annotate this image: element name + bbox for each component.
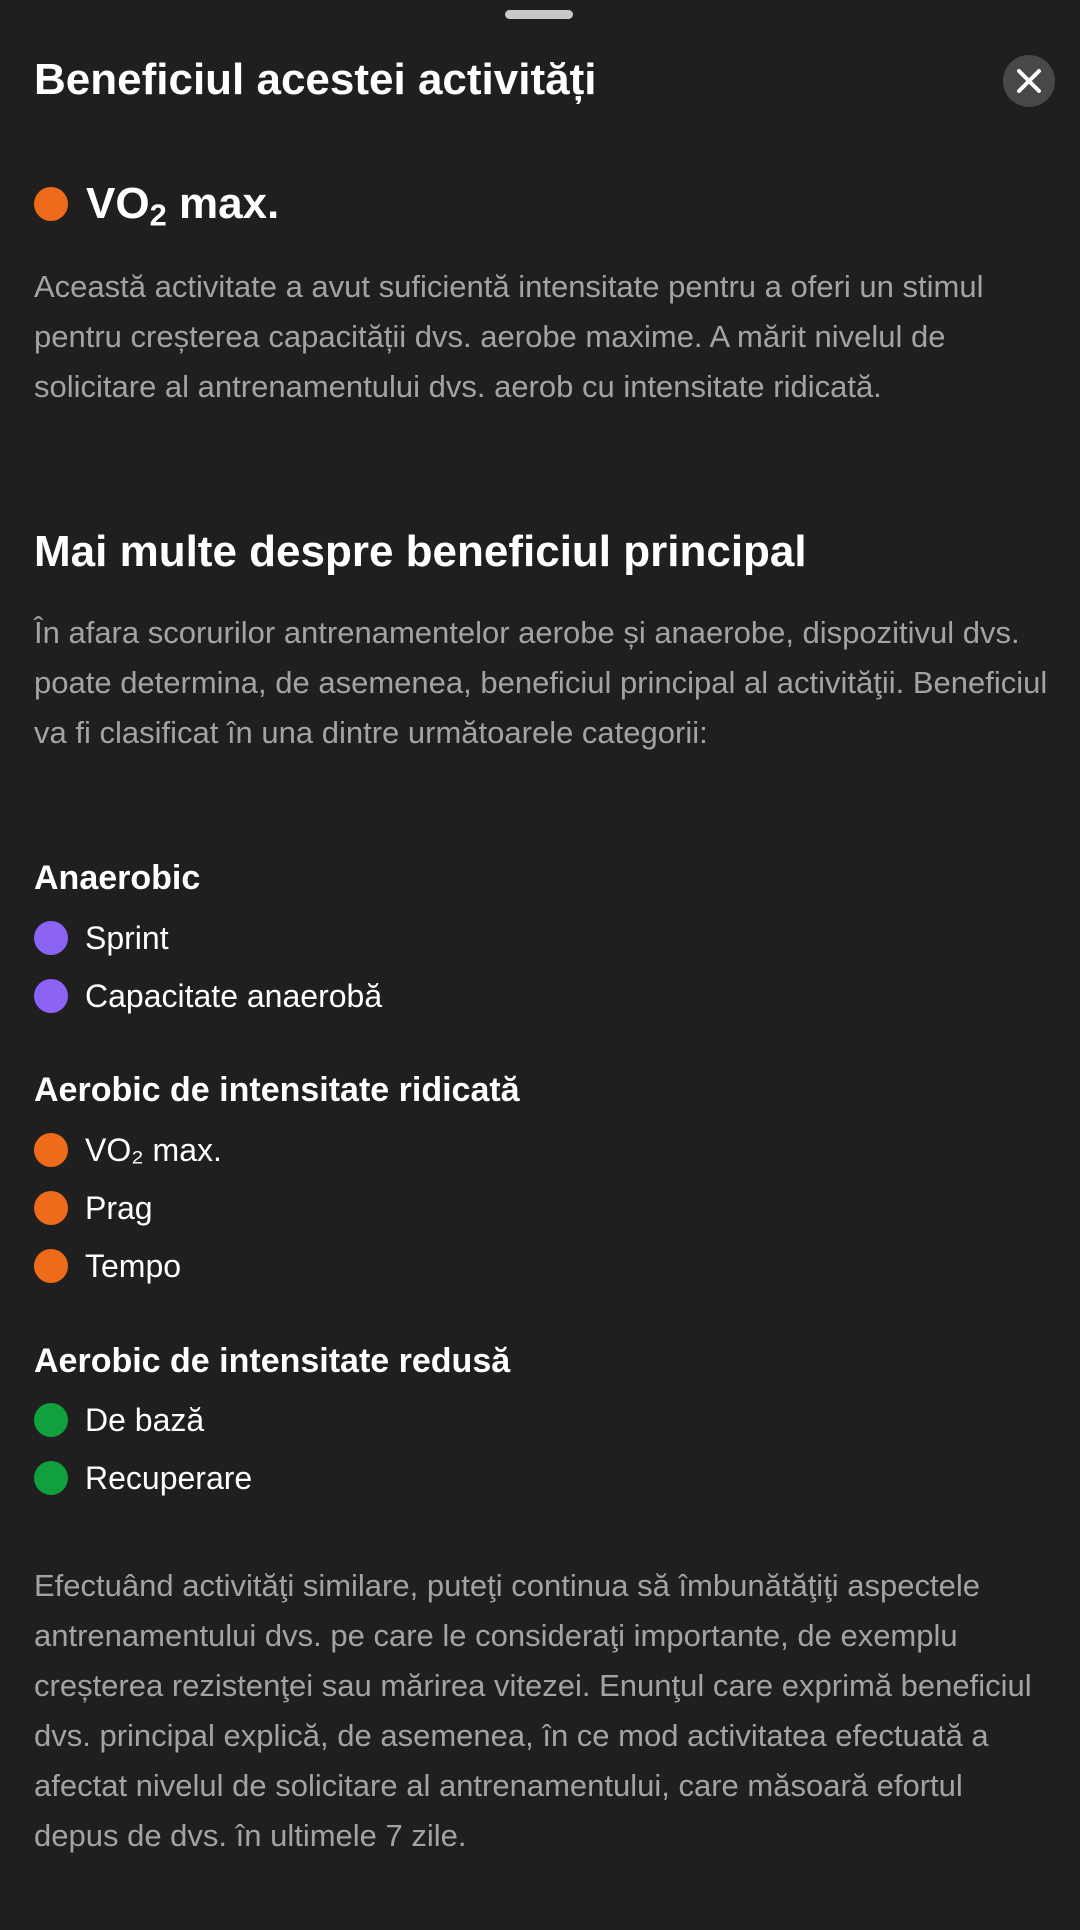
category-item-label: De bază <box>85 1402 205 1438</box>
category-color-dot <box>34 921 68 955</box>
benefit-description: Această activitate a avut suficientă intensitate pentru a oferi un stimul pentru creșterea capacității dvs. aerobe maxime. A mărit nivelul de solicitare al antrenamentului dvs. aerob cu intensitate ridicată. <box>34 269 984 404</box>
primary-benefit-heading <box>34 176 279 232</box>
more-info-intro: În afara scorurilor antrenamentelor aerobe și anaerobe, dispozitivul dvs. poate determina, de asemenea, beneficiul principal al activităţii. Beneficiul va fi clasificat în una dintre următoarele categorii: <box>34 615 1048 750</box>
category-color-dot <box>34 1249 68 1283</box>
category-heading-aerobic-low: Aerobic de intensitate redusă <box>34 1342 511 1380</box>
category-item-label: Prag <box>85 1190 153 1226</box>
category-item-label: Capacitate anaerobă <box>85 978 383 1014</box>
footer-explanation: Efectuând activităţi similare, puteţi continua să îmbunătăţiţi aspectele antrenamentului dvs. pe care le consideraţi importante, de exemplu creșterea rezistenţei sau mărirea vitezei. Enunţul care exprimă beneficiul dvs. principal explică, de asemenea, în ce mod activitatea efectuată a afectat nivelul de solicitare al antrenamentului, care măsoară efortul depus de dvs. în ultimele 7 zile. <box>34 1568 1032 1853</box>
close-icon <box>1016 68 1042 94</box>
sheet-title: Beneficiul acestei activități <box>34 55 597 104</box>
category-color-dot <box>34 1403 68 1437</box>
category-item <box>34 1453 252 1503</box>
category-item <box>34 1395 204 1445</box>
close-button[interactable] <box>1003 55 1055 107</box>
primary-benefit-label: $VO_2$ max. <box>86 179 280 233</box>
category-heading-aerobic-high: Aerobic de intensitate ridicată <box>34 1071 520 1109</box>
category-item <box>34 971 382 1021</box>
category-item <box>34 1125 222 1175</box>
category-item <box>34 913 169 963</box>
category-item-label: Recuperare <box>85 1460 253 1496</box>
category-heading-anaerobic: Anaerobic <box>34 859 201 897</box>
category-color-dot <box>34 1133 68 1167</box>
category-item <box>34 1241 181 1291</box>
category-color-dot <box>34 1191 68 1225</box>
category-item-label: VO₂ max. <box>85 1132 222 1168</box>
more-info-title: Mai multe despre beneficiul principal <box>34 527 807 576</box>
category-color-dot <box>34 979 68 1013</box>
category-item <box>34 1183 153 1233</box>
benefit-color-dot <box>34 187 68 221</box>
category-item-label: Tempo <box>85 1248 182 1284</box>
category-color-dot <box>34 1461 68 1495</box>
category-item-label: Sprint <box>85 920 169 956</box>
drag-handle[interactable] <box>505 10 573 19</box>
